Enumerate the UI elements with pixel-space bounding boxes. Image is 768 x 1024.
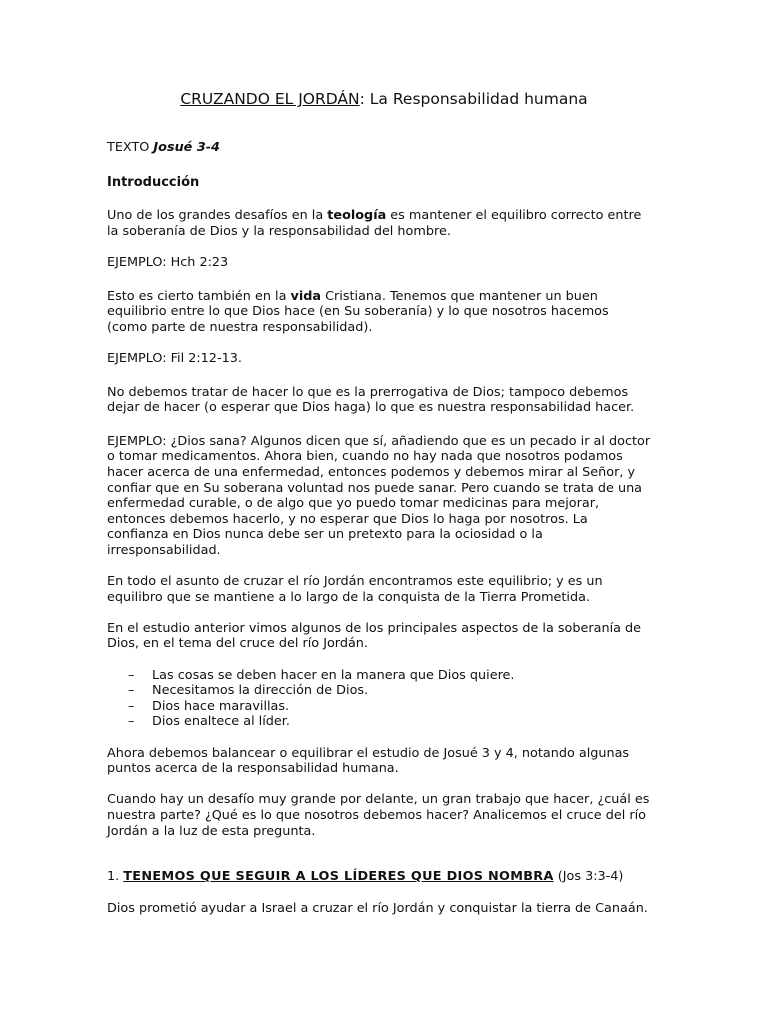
paragraph-5: En todo el asunto de cruzar el río Jordán encontramos este equilibrio; y es un equilibro que se mantiene a lo largo de la conquista de la Tierra Prometida. <box>107 574 603 605</box>
paragraph-1-a: Uno de los grandes desafíos en la <box>107 208 328 224</box>
title-subtitle: La Responsabilidad humana <box>364 90 588 108</box>
document-body <box>107 140 652 932</box>
paragraph-3: No debemos tratar de hacer lo que es la prerrogativa de Dios; tampoco debemos dejar de hacer (o esperar que Dios haga) lo que es nuestra responsabilidad hacer. <box>107 384 635 416</box>
list-item-text: Dios enaltece al líder. <box>152 714 290 730</box>
list-item <box>107 683 652 699</box>
paragraph-6: En el estudio anterior vimos algunos de los principales aspectos de la soberanía de Dios, en el tema del cruce del río Jordán. <box>107 620 642 652</box>
bullet-dash: – <box>128 683 135 699</box>
section-1-heading <box>107 869 652 885</box>
list-item <box>107 714 652 730</box>
bullet-dash: – <box>128 714 135 730</box>
sovereignty-list <box>107 668 652 730</box>
example-1: EJEMPLO: Hch 2:23 <box>107 254 229 270</box>
paragraph-7: Ahora debemos balancear o equilibrar el estudio de Josué 3 y 4, notando algunas puntos acerca de la responsabilidad humana. <box>107 745 630 777</box>
list-item-text: Las cosas se deben hacer en la manera que Dios quiere. <box>152 667 515 683</box>
paragraph-9: Dios prometió ayudar a Israel a cruzar el río Jordán y conquistar la tierra de Canaán. <box>107 900 648 916</box>
list-item-text: Necesitamos la dirección de Dios. <box>152 683 369 699</box>
document-title <box>0 90 768 108</box>
bullet-dash: – <box>128 698 135 714</box>
section-1-title: TENEMOS QUE SEGUIR A LOS LÍDERES QUE DIOS NOMBRA <box>123 869 554 885</box>
bullet-dash: – <box>128 667 135 683</box>
paragraph-2-a: Esto es cierto también en la <box>107 288 291 304</box>
paragraph-8: Cuando hay un desafío muy grande por delante, un gran trabajo que hacer, ¿cuál es nuestra parte? ¿Qué es lo que nosotros debemos hacer? Analicemos el cruce del río Jordán a la luz de esta pregunta. <box>107 792 650 839</box>
list-item <box>107 668 652 684</box>
paragraph-2 <box>107 289 652 336</box>
section-1-number: 1. <box>107 869 124 885</box>
paragraph-1 <box>107 208 652 239</box>
text-reference-passage: Josué 3-4 <box>153 140 220 155</box>
title-colon: : <box>359 90 365 108</box>
example-2: EJEMPLO: Fil 2:12-13. <box>107 350 242 366</box>
paragraph-1-bold: teología <box>327 208 387 224</box>
introduction-heading: Introducción <box>107 174 200 190</box>
text-reference-label: TEXTO <box>107 140 154 155</box>
title-main: CRUZANDO EL JORDÁN <box>180 90 360 108</box>
list-item <box>107 699 652 715</box>
list-item-text: Dios hace maravillas. <box>152 698 290 714</box>
text-reference <box>107 140 652 156</box>
paragraph-2-c: Cristiana. Tenemos que mantener un buen equilibrio entre lo que Dios hace (en Su soberanía) y lo que nosotros hacemos (como parte de nuestra responsabilidad). <box>107 288 609 335</box>
paragraph-2-bold: vida <box>290 288 322 304</box>
paragraph-1-c: es mantener el equilibro correcto entre la soberanía de Dios y la responsabilidad del hombre. <box>107 208 642 239</box>
section-1-reference: (Jos 3:3-4) <box>553 869 624 885</box>
paragraph-4: EJEMPLO: ¿Dios sana? Algunos dicen que sí, añadiendo que es un pecado ir al doctor o tomar medicamentos. Ahora bien, cuando no hay nada que nosotros podamos hacer acerca de una enfermedad, entonces podemos y debemos mirar al Señor, y confiar que en Su soberana voluntad nos puede sanar. Pero cuando se trata de una enfermedad curable, o de algo que yo puedo tomar medicinas para mejorar, entonces debemos hacerlo, y no esperar que Dios lo haga por nosotros. La confianza en Dios nunca debe ser un pretexto para la ociosidad o la irresponsabilidad. <box>107 433 651 558</box>
